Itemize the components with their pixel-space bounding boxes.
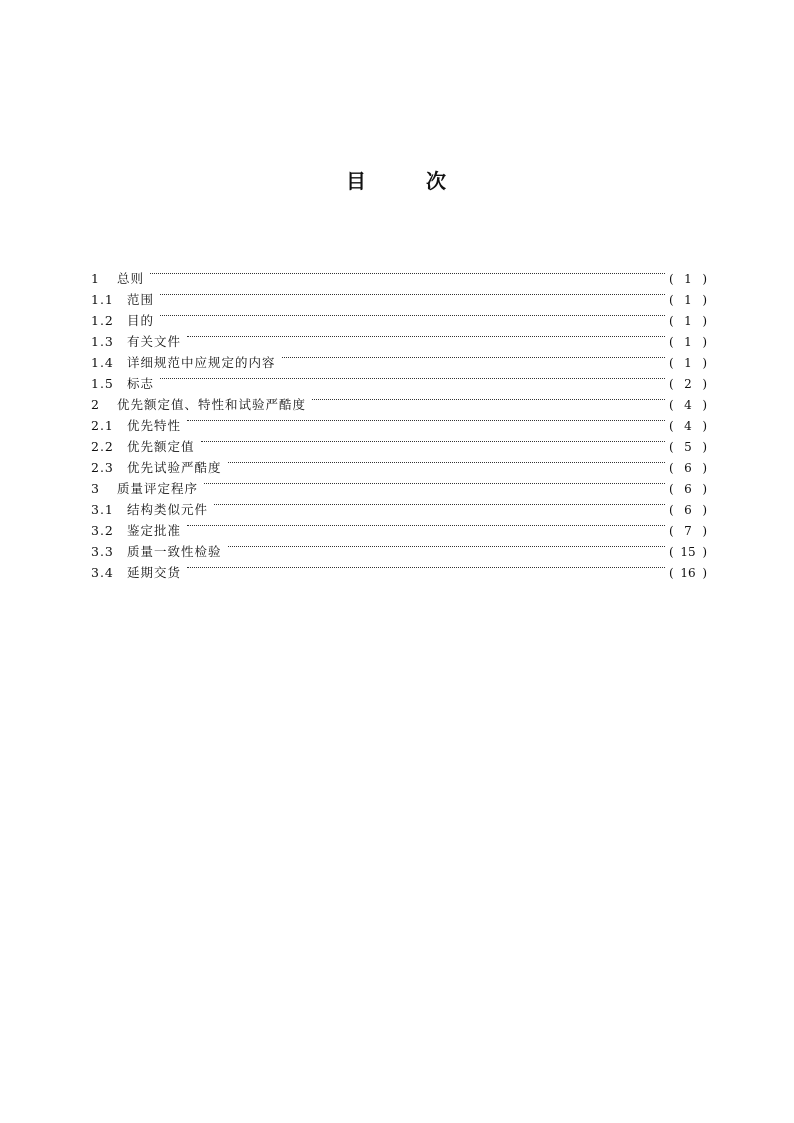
toc-entry-title: 质量评定程序 — [117, 481, 199, 496]
toc-entry-page — [669, 395, 707, 416]
paren-open: ( — [669, 419, 674, 433]
toc-entry-title: 详细规范中应规定的内容 — [127, 355, 276, 370]
toc-entry-number: 3.1 — [91, 502, 114, 517]
toc-entry-page — [669, 269, 707, 290]
page-number: 16 — [680, 566, 696, 580]
toc-entry-number: 1 — [91, 271, 100, 286]
toc-entry-page — [669, 311, 707, 332]
toc-entry[interactable] — [91, 535, 707, 559]
toc-entry-number: 3 — [91, 481, 100, 496]
toc-entry-page — [669, 374, 707, 395]
toc-entry-number: 2.1 — [91, 418, 114, 433]
toc-entry-page — [669, 353, 707, 374]
toc-entry[interactable] — [91, 367, 707, 391]
toc-entry-page — [669, 437, 707, 458]
dot-leader — [228, 451, 665, 472]
toc-entry-number: 1.1 — [91, 292, 114, 307]
toc-entry-page — [669, 521, 707, 542]
paren-close: ) — [702, 545, 707, 559]
paren-open: ( — [669, 398, 674, 412]
toc-entry-title: 鉴定批准 — [127, 523, 182, 538]
paren-open: ( — [669, 377, 674, 391]
toc-entry-title: 优先特性 — [127, 418, 182, 433]
toc-entry-title: 总则 — [117, 271, 145, 286]
toc-entry-title: 范围 — [127, 292, 155, 307]
dot-leader — [160, 304, 665, 325]
toc-entry[interactable] — [91, 262, 707, 286]
paren-close: ) — [702, 566, 707, 580]
paren-open: ( — [669, 335, 674, 349]
dot-leader — [187, 325, 665, 346]
title-char-right: 次 — [426, 169, 448, 193]
paren-close: ) — [702, 503, 707, 517]
toc-entry-number: 1.2 — [91, 313, 114, 328]
page-number: 4 — [684, 419, 692, 433]
dot-leader — [282, 346, 665, 367]
toc-entry-number: 2.2 — [91, 439, 114, 454]
toc-entry[interactable] — [91, 283, 707, 307]
table-of-contents — [91, 262, 707, 580]
toc-entry-title: 延期交货 — [127, 565, 182, 580]
paren-open: ( — [669, 545, 674, 559]
paren-close: ) — [702, 440, 707, 454]
dot-leader — [204, 472, 665, 493]
toc-entry-title: 优先额定值、特性和试验严酷度 — [117, 397, 307, 412]
page-number: 7 — [684, 524, 692, 538]
page-number: 6 — [684, 482, 692, 496]
paren-open: ( — [669, 566, 674, 580]
page-number: 15 — [680, 545, 696, 559]
toc-entry-title: 结构类似元件 — [127, 502, 209, 517]
dot-leader — [160, 367, 665, 388]
toc-entry-title: 优先试验严酷度 — [127, 460, 222, 475]
toc-entry-number: 2 — [91, 397, 100, 412]
dot-leader — [228, 535, 665, 556]
toc-entry-page — [669, 563, 707, 584]
dot-leader — [150, 262, 665, 283]
paren-close: ) — [702, 356, 707, 370]
page-number: 1 — [684, 314, 692, 328]
page-number: 5 — [684, 440, 692, 454]
paren-open: ( — [669, 293, 674, 307]
paren-open: ( — [669, 314, 674, 328]
dot-leader — [187, 514, 665, 535]
toc-entry-title: 目的 — [127, 313, 155, 328]
paren-open: ( — [669, 272, 674, 286]
paren-open: ( — [669, 440, 674, 454]
toc-entry-number: 1.4 — [91, 355, 114, 370]
dot-leader — [201, 430, 665, 451]
page-number: 4 — [684, 398, 692, 412]
paren-close: ) — [702, 335, 707, 349]
toc-entry-number: 3.3 — [91, 544, 114, 559]
paren-close: ) — [702, 293, 707, 307]
toc-entry-page — [669, 542, 707, 563]
paren-close: ) — [702, 398, 707, 412]
toc-entry[interactable] — [91, 304, 707, 328]
toc-entry-number: 1.3 — [91, 334, 114, 349]
paren-close: ) — [702, 461, 707, 475]
dot-leader — [187, 556, 665, 577]
paren-close: ) — [702, 419, 707, 433]
toc-entry-page — [669, 290, 707, 311]
toc-entry-number: 3.2 — [91, 523, 114, 538]
toc-entry[interactable] — [91, 325, 707, 349]
toc-entry-number: 2.3 — [91, 460, 114, 475]
paren-close: ) — [702, 524, 707, 538]
paren-close: ) — [702, 272, 707, 286]
page-number: 6 — [684, 503, 692, 517]
page-number: 1 — [684, 272, 692, 286]
paren-open: ( — [669, 461, 674, 475]
toc-entry-page — [669, 416, 707, 437]
paren-open: ( — [669, 356, 674, 370]
page-number: 1 — [684, 335, 692, 349]
page-number: 6 — [684, 461, 692, 475]
page-title — [0, 168, 794, 194]
paren-open: ( — [669, 524, 674, 538]
toc-entry-title: 优先额定值 — [127, 439, 195, 454]
toc-entry[interactable] — [91, 346, 707, 370]
paren-close: ) — [702, 314, 707, 328]
toc-entry[interactable] — [91, 430, 707, 454]
dot-leader — [160, 283, 665, 304]
paren-close: ) — [702, 377, 707, 391]
toc-entry-page — [669, 458, 707, 479]
paren-open: ( — [669, 503, 674, 517]
toc-entry-page — [669, 500, 707, 521]
title-char-left: 目 — [346, 169, 368, 193]
page-number: 1 — [684, 293, 692, 307]
paren-open: ( — [669, 482, 674, 496]
toc-entry[interactable] — [91, 388, 707, 412]
page-number: 2 — [684, 377, 692, 391]
dot-leader — [312, 388, 665, 409]
toc-entry-title: 质量一致性检验 — [127, 544, 222, 559]
dot-leader — [214, 493, 665, 514]
toc-entry-page — [669, 332, 707, 353]
toc-entry-number: 3.4 — [91, 565, 114, 580]
dot-leader — [187, 409, 665, 430]
toc-entry-page — [669, 479, 707, 500]
paren-close: ) — [702, 482, 707, 496]
toc-entry-title: 标志 — [127, 376, 155, 391]
page-number: 1 — [684, 356, 692, 370]
toc-entry-number: 1.5 — [91, 376, 114, 391]
toc-entry-title: 有关文件 — [127, 334, 182, 349]
